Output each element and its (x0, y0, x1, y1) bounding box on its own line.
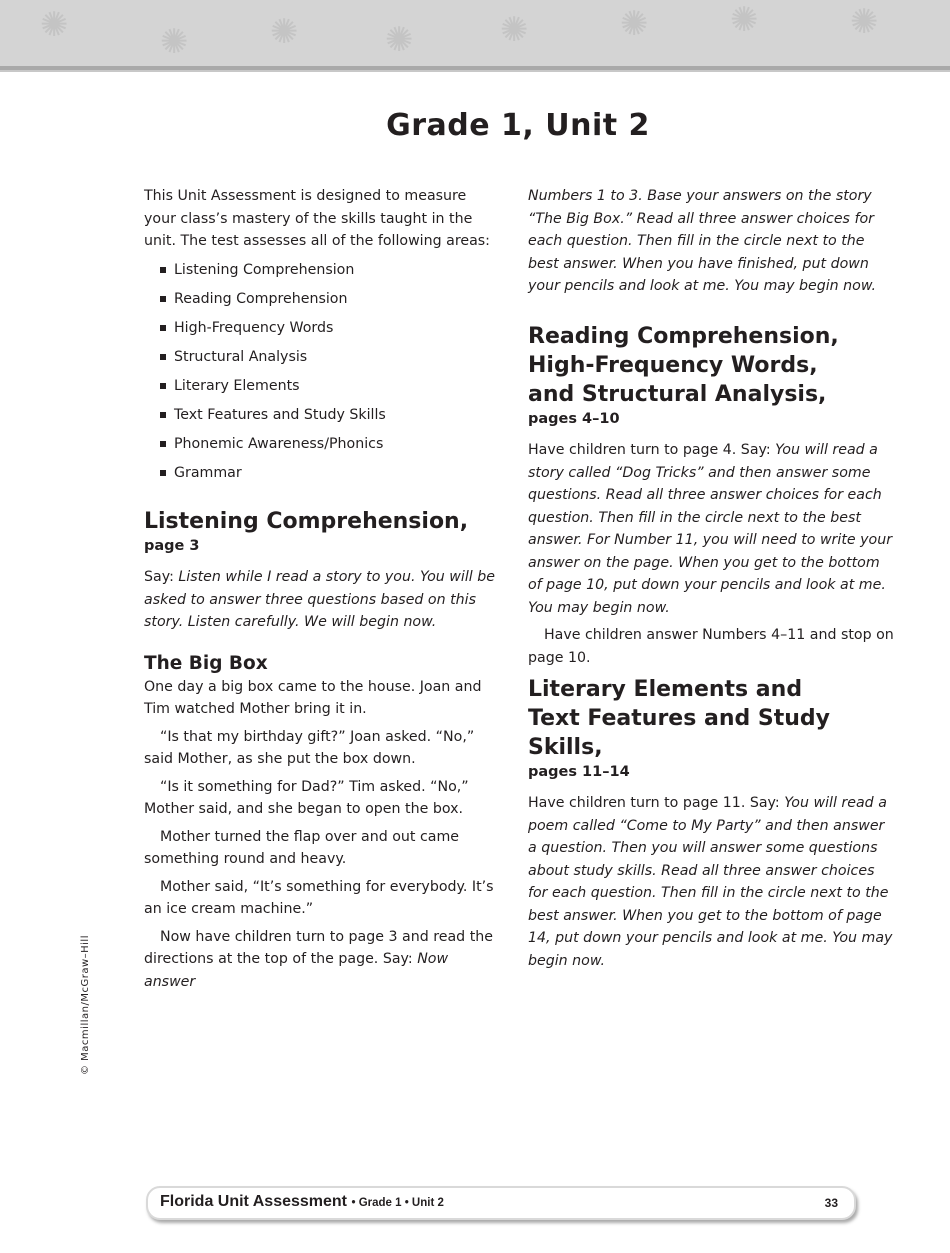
bullet-icon (160, 470, 166, 476)
list-item (144, 317, 496, 346)
star-pattern-icon: ✺ (160, 22, 189, 62)
intro-text: This Unit Assessment is designed to measure your class’s mastery of the skills taught in the unit. The test assesses all of the following areas: (144, 188, 490, 249)
say-script: You will read a poem called “Come to My Party” and then answer a question. Then you will answer some questions about study skills. Read all three answer choices for each question. Then fill in the circle next to the best answer. When you get to the bottom of page 14, put down your pencils and look at me. You may begin now. (528, 795, 893, 969)
area-label: Phonemic Awareness/Phonics (174, 435, 384, 452)
star-pattern-icon: ✺ (385, 20, 414, 60)
list-item (144, 433, 496, 462)
reading-section (528, 322, 896, 669)
footer-title-text: Florida Unit Assessment (160, 1193, 348, 1210)
area-label: Listening Comprehension (174, 261, 355, 278)
section-heading: Reading Comprehension, High-Frequency Words, and Structural Analysis, (528, 324, 839, 407)
footer-meta: • Grade 1 • Unit 2 (351, 1197, 444, 1209)
story-paragraph: “Is it something for Dad?” Tim asked. “No,” Mother said, and she began to open the box. (144, 778, 469, 817)
bullet-icon (160, 412, 166, 418)
section-heading: Literary Elements and Text Features and Study Skills, (528, 677, 831, 760)
direction-script-continued: Numbers 1 to 3. Base your answers on the story “The Big Box.” Read all three answer choices for each question. Then fill in the circle next to the best answer. When you have finished, put down your pencils and look at me. You may begin now. (528, 188, 877, 294)
star-pattern-icon: ✺ (620, 4, 649, 44)
area-label: Reading Comprehension (174, 290, 348, 307)
section-pages: pages 4–10 (528, 411, 620, 427)
direction-script: Now answer (144, 951, 449, 990)
star-pattern-icon: ✺ (850, 2, 879, 42)
bullet-icon (160, 354, 166, 360)
area-label: Grammar (174, 464, 242, 481)
bullet-icon (160, 296, 166, 302)
literary-instructions (528, 792, 896, 972)
list-item (144, 346, 496, 375)
listening-instructions (144, 566, 496, 634)
lead-text: Have children turn to page 4. Say: (528, 442, 771, 458)
star-pattern-icon: ✺ (270, 12, 299, 52)
page-footer (146, 1186, 856, 1220)
assessment-areas-list (144, 259, 496, 491)
area-label: Text Features and Study Skills (174, 406, 386, 423)
lead-text: Have children turn to page 11. Say: (528, 795, 780, 811)
say-script: Listen while I read a story to you. You will be asked to answer three questions based on this story. Listen carefully. We will begin now. (144, 569, 495, 630)
list-item (144, 288, 496, 317)
section-pages: pages 11–14 (528, 764, 630, 780)
reading-followup: Have children answer Numbers 4–11 and stop on page 10. (528, 627, 894, 666)
reading-instructions (528, 439, 896, 619)
say-script: You will read a story called “Dog Tricks” and then answer some questions. Read all three answer choices for each question. Then fill in the circle next to the best answer. For Number 11, you will need to write your answer on the page. When you get to the bottom of page 10, put down your pencils and look at me. You may begin now. (528, 442, 893, 616)
story-title: The Big Box (144, 652, 268, 674)
list-item (144, 375, 496, 404)
page-number: 33 (824, 1196, 838, 1210)
story-direction-continued (528, 185, 896, 298)
area-label: Structural Analysis (174, 348, 308, 365)
star-pattern-icon: ✺ (500, 10, 529, 50)
section-heading: Listening Comprehension, (144, 509, 469, 534)
decorative-header-band (0, 0, 950, 70)
star-pattern-icon: ✺ (730, 0, 759, 40)
listening-section (144, 507, 496, 993)
footer-title (160, 1193, 444, 1211)
area-label: Literary Elements (174, 377, 300, 394)
left-column-intro (144, 185, 496, 491)
bullet-icon (160, 441, 166, 447)
bullet-icon (160, 267, 166, 273)
area-label: High-Frequency Words (174, 319, 334, 336)
bullet-icon (160, 325, 166, 331)
literary-section (528, 675, 896, 972)
story-paragraph: “Is that my birthday gift?” Joan asked. “No,” said Mother, as she put the box down. (144, 728, 475, 767)
direction-text: Now have children turn to page 3 and read the directions at the top of the page. Say: (144, 928, 493, 967)
page-title: Grade 1, Unit 2 (386, 108, 650, 143)
copyright-notice: © Macmillan/McGraw–Hill (80, 935, 91, 1075)
list-item (144, 462, 496, 491)
list-item (144, 404, 496, 433)
story-paragraph: Mother turned the flap over and out came something round and heavy. (144, 828, 459, 867)
story-paragraph: One day a big box came to the house. Joan and Tim watched Mother bring it in. (144, 678, 482, 717)
bullet-icon (160, 383, 166, 389)
section-pages: page 3 (144, 538, 200, 554)
story-paragraph: Mother said, “It’s something for everybody. It’s an ice cream machine.” (144, 878, 494, 917)
list-item (144, 259, 496, 288)
story-direction (144, 926, 496, 994)
say-label: Say: (144, 569, 174, 585)
star-pattern-icon: ✺ (40, 5, 69, 45)
